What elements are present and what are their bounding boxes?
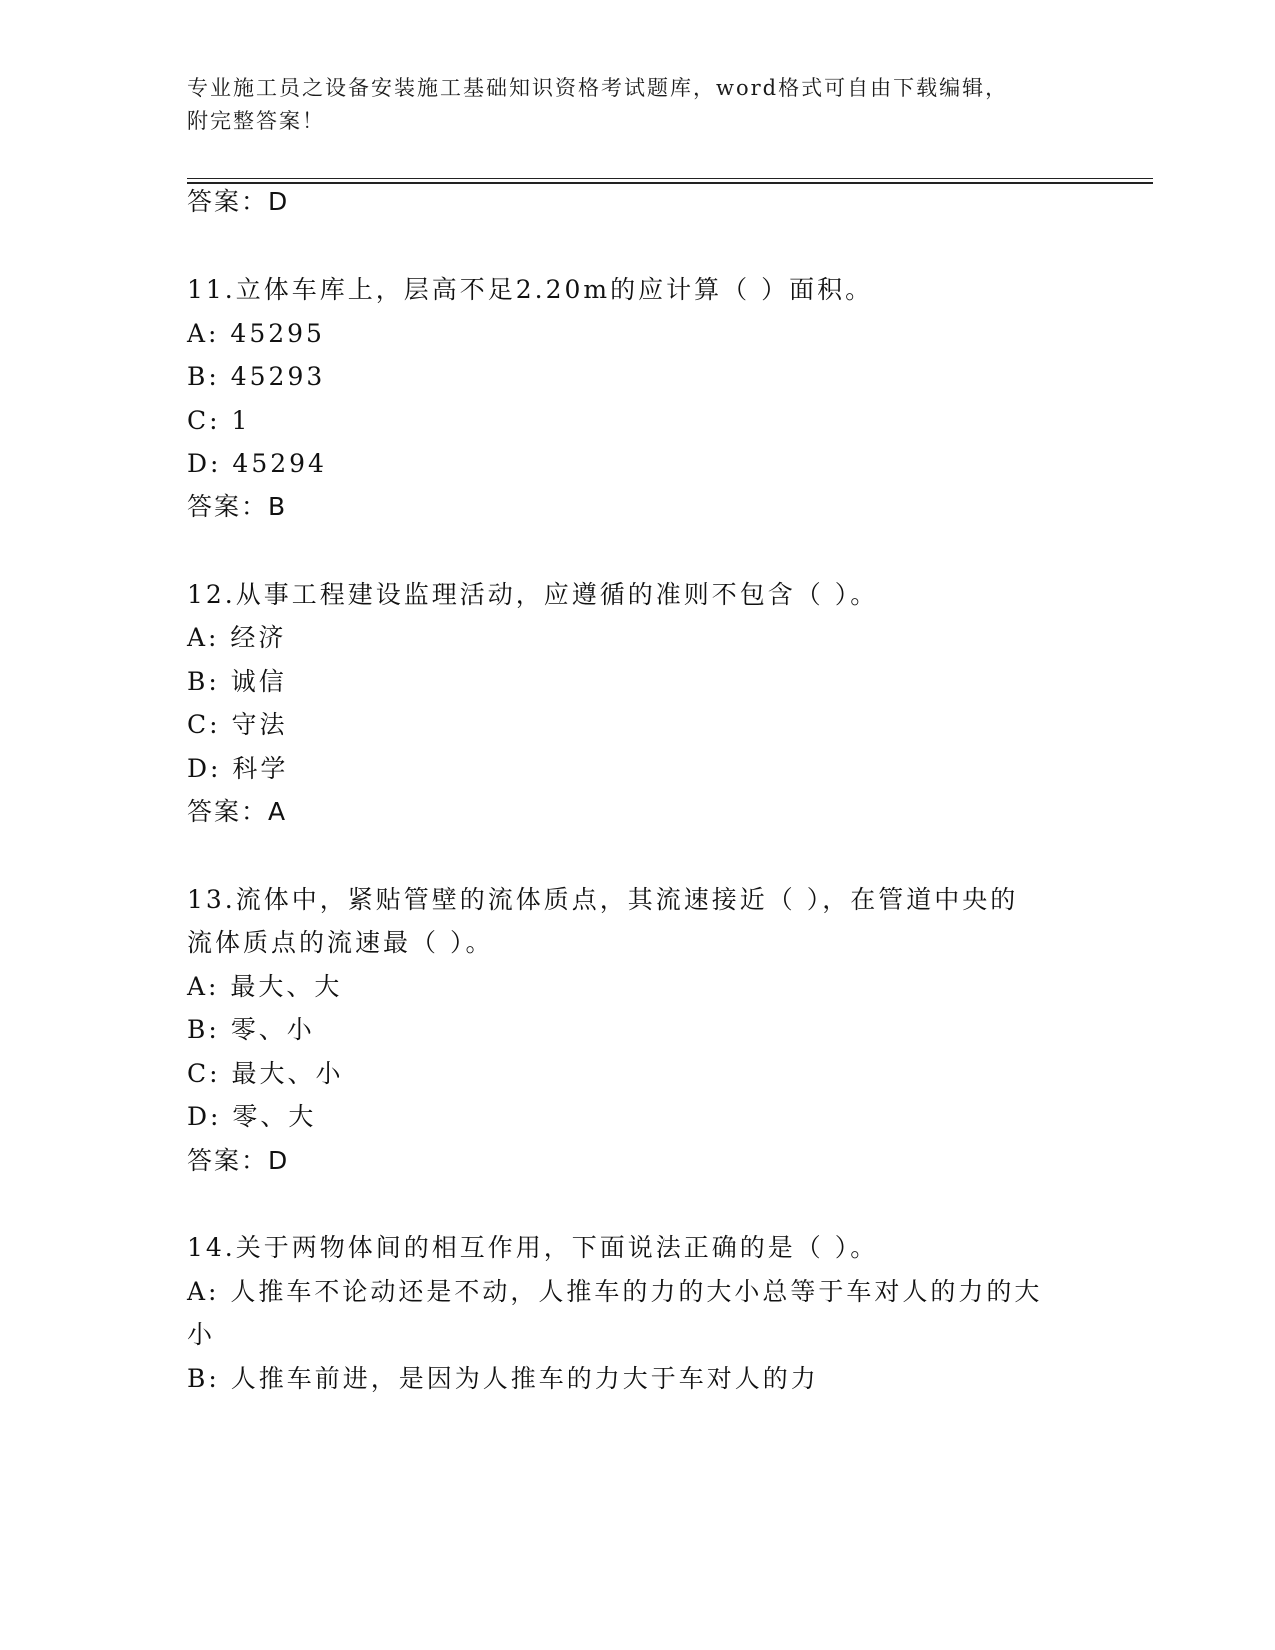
option-a-line-2: 小 [187,1320,216,1349]
question-12: 12.从事工程建设监理活动，应遵循的准则不包含（ ）。 [187,580,879,609]
question-13-line-2: 流体质点的流速最（ ）。 [187,928,494,957]
answer-line: 答案：D [187,187,290,216]
option-a: A: 45295 [187,319,325,348]
option-a: A: 最大、大 [187,972,343,1001]
header-line-1: 专业施工员之设备安装施工基础知识资格考试题库，word格式可自由下载编辑， [187,76,1009,100]
option-b: B: 人推车前进，是因为人推车的力大于车对人的力 [187,1364,819,1393]
option-a: A: 经济 [187,623,287,652]
answer-line: 答案：A [187,797,288,826]
option-c: C: 1 [187,406,251,435]
header-divider-thin [187,178,1153,179]
question-13-line-1: 13.流体中，紧贴管壁的流体质点，其流速接近（ ），在管道中央的 [187,885,1019,914]
option-d: D: 科学 [187,754,289,783]
answer-line: 答案：B [187,492,288,521]
option-d: D: 45294 [187,449,327,478]
question-14: 14.关于两物体间的相互作用，下面说法正确的是（ ）。 [187,1233,879,1262]
option-b: B: 45293 [187,362,326,391]
header-divider-thick [187,182,1153,184]
option-c: C: 守法 [187,710,288,739]
header-line-2: 附完整答案！ [187,109,325,133]
option-b: B: 零、小 [187,1015,315,1044]
option-d: D: 零、大 [187,1102,317,1131]
answer-line: 答案：D [187,1146,290,1175]
option-a-line-1: A: 人推车不论动还是不动，人推车的力的大小总等于车对人的力的大 [187,1277,1043,1306]
document-header [187,72,1087,138]
option-b: B: 诚信 [187,667,287,696]
question-11: 11.立体车库上，层高不足2.20m的应计算（ ）面积。 [187,275,874,304]
option-c: C: 最大、小 [187,1059,344,1088]
